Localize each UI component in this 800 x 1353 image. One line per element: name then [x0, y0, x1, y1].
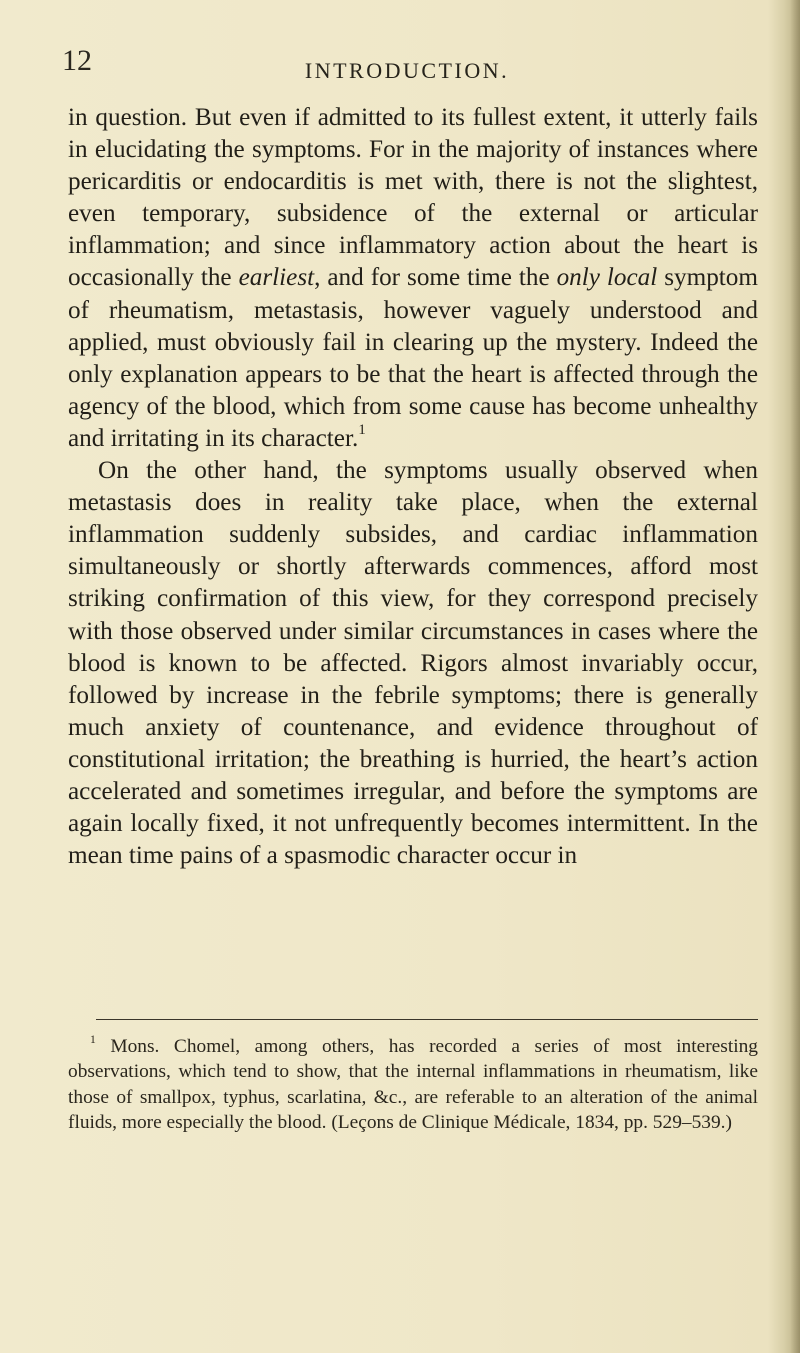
text-run: , and for some time the [314, 264, 557, 292]
page-edge-shadow [790, 0, 800, 1353]
page-header [62, 44, 752, 84]
footnote-text: Mons. Chomel, among others, has recorded a series of most interesting observations, which tend to show, that the internal inflammations in rheumatism, like those of smallpox, typhus, scarlatina, &c., are referable to an alteration of the animal fluids, more especially the blood. (Leçons de Clinique Médicale, 1834, pp. 529–539.) [68, 1036, 758, 1133]
page-number: 12 [62, 44, 92, 77]
text-run: On the other hand, the symptoms usually observed when metastasis does in reality take place, when the external inflammation suddenly subsides, and cardiac inflammation simultaneously or shortly afterwards commences, afford most striking confirmation of this view, for they correspond precisely with those observed under similar circumstances in cases where the blood is known to be affected. Rigors almost invariably occur, followed by increase in the febrile symptoms; there is generally much anxiety of countenance, and evidence throughout of constitutional irritation; the breathing is hurried, the heart’s action accelerated and sometimes irregular, and before the symptoms are again locally fixed, it not unfrequently becomes intermittent. In the mean time pains of a spasmodic character occur in [68, 457, 758, 870]
body-text [68, 102, 758, 872]
text-run: in question. But even if admitted to its fullest extent, it utterly fails in elucidating the symptoms. For in the majority of instances where pericarditis or endocarditis is met with, there is not the slightest, even temporary, subsidence of the external or articular inflammation; and since inflammatory action about the heart is occasionally the [68, 104, 758, 292]
footnote-marker: 1 [90, 1032, 96, 1046]
footnote-paragraph [68, 1034, 758, 1135]
paragraph [68, 455, 758, 872]
text-run: symptom of rheumatism, metastasis, however vaguely understood and applied, must obviously fail in clearing up the mystery. Indeed the only explanation appears to be that the heart is affected through the agency of the blood, which from some cause has become unhealthy and irritating in its character. [68, 264, 758, 452]
footnote [68, 1034, 758, 1135]
footnote-reference: 1 [358, 422, 366, 439]
paragraph [68, 102, 758, 455]
emphasis-text: only local [556, 264, 658, 292]
footnote-rule [96, 1019, 758, 1020]
emphasis-text: earliest [238, 264, 315, 292]
running-title: INTRODUCTION. [304, 58, 510, 83]
